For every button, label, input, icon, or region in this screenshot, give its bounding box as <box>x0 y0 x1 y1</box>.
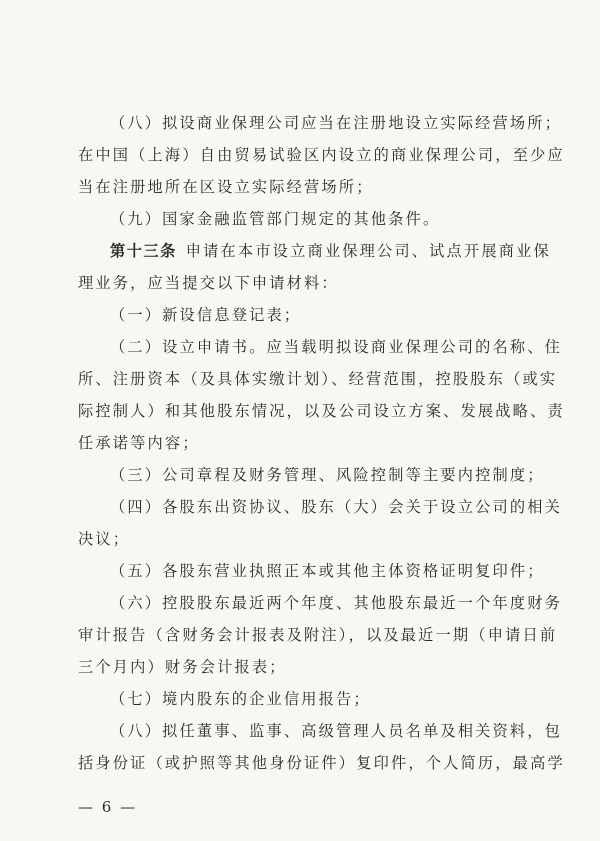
text-line-4: （九）国家金融监管部门规定的其他条件。 <box>110 210 441 228</box>
text-line-6: 理业务，应当提交以下申请材料： <box>78 274 339 292</box>
text-line-17: 审计报告（含财务会计报表及附注），以及最近一期（申请日前 <box>78 626 558 644</box>
article-13-line <box>110 241 551 261</box>
article-text: 申请在本市设立商业保理公司、试点开展商业保 <box>185 242 551 260</box>
text-line-1: （八）拟设商业保理公司应当在注册地设立实际经营场所； <box>110 114 563 132</box>
text-line-9: 所、注册资本（及具体实缴计划）、经营范围，控股股东（或实 <box>78 370 558 388</box>
text-line-20: （八）拟任董事、监事、高级管理人员名单及相关资料，包 <box>110 722 563 740</box>
text-line-10: 际控制人）和其他股东情况，以及公司设立方案、发展战略、责 <box>78 402 565 420</box>
text-line-14: 决议； <box>78 530 131 548</box>
text-line-21: 括身份证（或护照等其他身份证件）复印件，个人简历，最高学 <box>78 754 565 772</box>
text-line-16: （六）控股股东最近两个年度、其他股东最近一个年度财务 <box>110 594 563 612</box>
text-line-11: 任承诺等内容； <box>78 434 200 452</box>
text-line-8: （二）设立申请书。应当载明拟设商业保理公司的名称、住 <box>110 338 563 356</box>
text-line-2: 在中国（上海）自由贸易试验区内设立的商业保理公司，至少应 <box>78 146 565 164</box>
article-heading: 第十三条 <box>110 242 177 260</box>
text-line-12: （三）公司章程及财务管理、风险控制等主要内控制度； <box>110 466 545 484</box>
page-number: — 6 — <box>78 798 138 816</box>
text-line-13: （四）各股东出资协议、股东（大）会关于设立公司的相关 <box>110 498 563 516</box>
text-line-7: （一）新设信息登记表； <box>110 306 302 324</box>
text-line-3: 当在注册地所在区设立实际经营场所； <box>78 178 374 196</box>
text-line-18: 三个月内）财务会计报表； <box>78 658 287 676</box>
text-line-15: （五）各股东营业执照正本或其他主体资格证明复印件； <box>110 562 545 580</box>
text-line-19: （七）境内股东的企业信用报告； <box>110 690 371 708</box>
